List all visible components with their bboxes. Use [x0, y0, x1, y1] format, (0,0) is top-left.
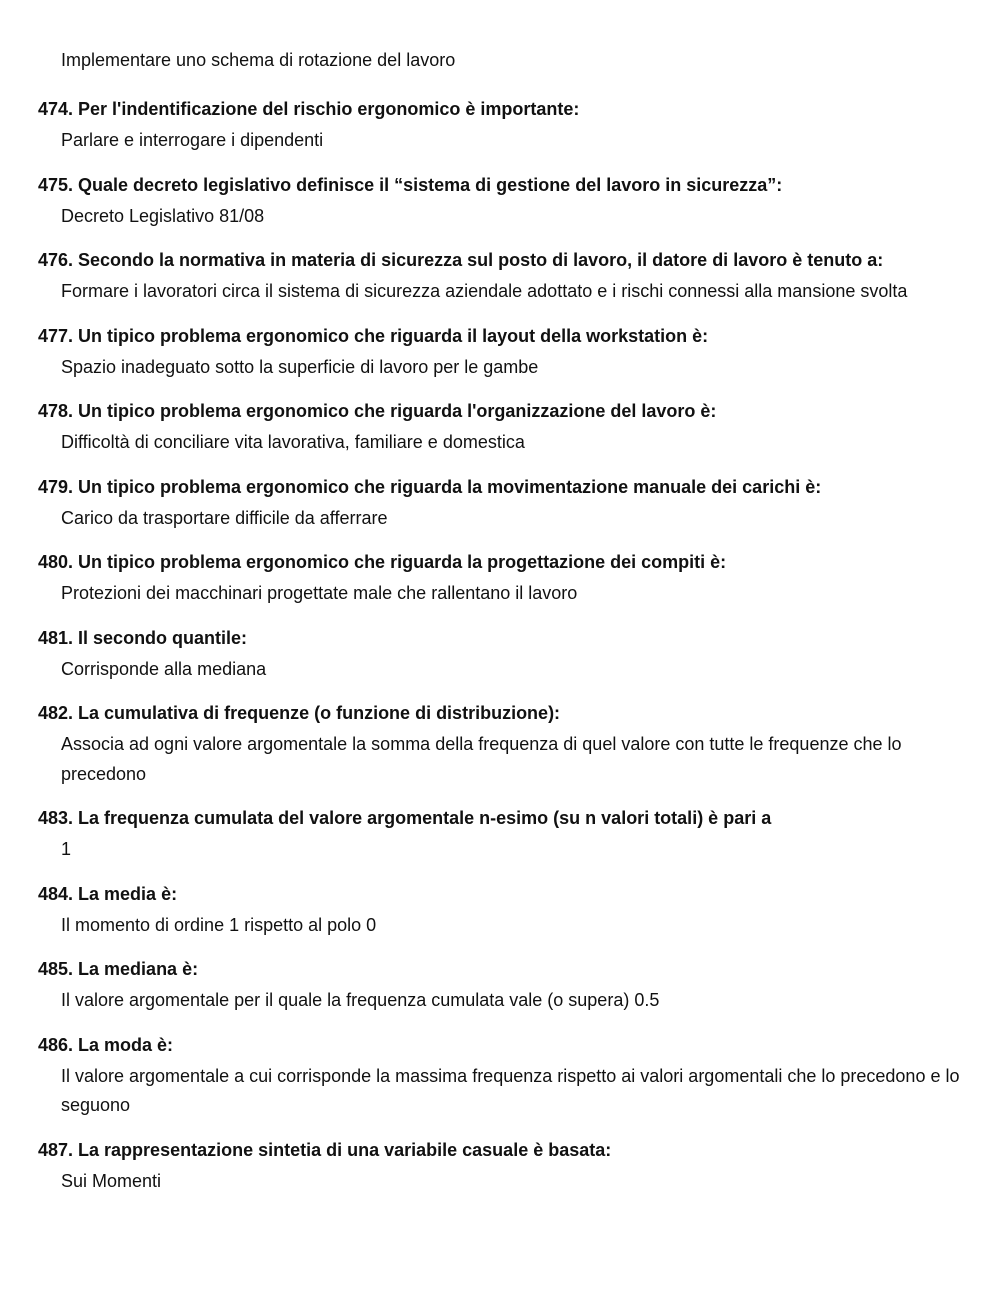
qa-item-479	[38, 475, 968, 534]
answer-475: Decreto Legislativo 81/08	[61, 205, 265, 226]
question-485: 485. La mediana è:	[38, 959, 199, 979]
answer-485: Il valore argomentale per il quale la frequenza cumulata vale (o supera) 0.5	[61, 990, 660, 1010]
answer-482: Associa ad ogni valore argomentale la somma della frequenza di quel valore con tutte le frequenze che lo precedono	[61, 734, 902, 784]
qa-item-482	[38, 701, 968, 789]
answer-481: Corrisponde alla mediana	[61, 658, 267, 679]
question-479: 479. Un tipico problema ergonomico che riguarda la movimentazione manuale dei carichi è:	[38, 476, 822, 497]
qa-item-483	[38, 806, 968, 865]
question-list	[38, 97, 968, 1213]
answer-484: Il momento di ordine 1 rispetto al polo 0	[61, 914, 377, 935]
qa-item-480	[38, 550, 968, 609]
answer-477: Spazio inadeguato sotto la superficie di lavoro per le gambe	[61, 356, 539, 377]
qa-item-476	[38, 248, 968, 307]
answer-474: Parlare e interrogare i dipendenti	[61, 130, 324, 150]
answer-483: 1	[61, 839, 72, 859]
answer-487: Sui Momenti	[61, 1170, 162, 1191]
qa-item-484	[38, 882, 968, 941]
qa-item-486	[38, 1033, 968, 1121]
qa-item-481	[38, 626, 968, 685]
question-484: 484. La media è:	[38, 883, 178, 904]
answer-478: Difficoltà di conciliare vita lavorativa, familiare e domestica	[61, 432, 525, 452]
question-475: 475. Quale decreto legislativo definisce il “sistema di gestione del lavoro in sicurezza”:	[38, 174, 783, 195]
answer-486: Il valore argomentale a cui corrisponde la massima frequenza rispetto ai valori argomentali che lo precedono e lo seguono	[61, 1065, 960, 1115]
question-486: 486. La moda è:	[38, 1034, 174, 1055]
question-478: 478. Un tipico problema ergonomico che riguarda l'organizzazione del lavoro è:	[38, 401, 717, 421]
qa-item-478	[38, 399, 968, 458]
question-476: 476. Secondo la normativa in materia di sicurezza sul posto di lavoro, il datore di lavoro è tenuto a:	[38, 250, 884, 270]
previous-answer: Implementare uno schema di rotazione del lavoro	[61, 50, 456, 70]
answer-476: Formare i lavoratori circa il sistema di sicurezza aziendale adottato e i rischi connessi alla mansione svolta	[61, 281, 908, 301]
question-477: 477. Un tipico problema ergonomico che riguarda il layout della workstation è:	[38, 325, 709, 346]
answer-480: Protezioni dei macchinari progettate male che rallentano il lavoro	[61, 583, 578, 603]
qa-item-487	[38, 1138, 968, 1197]
qa-item-475	[38, 173, 968, 232]
qa-item-477	[38, 324, 968, 383]
question-474: 474. Per l'indentificazione del rischio ergonomico è importante:	[38, 99, 580, 119]
question-487: 487. La rappresentazione sintetia di una variabile casuale è basata:	[38, 1139, 612, 1160]
qa-item-485	[38, 957, 968, 1016]
question-483: 483. La frequenza cumulata del valore argomentale n-esimo (su n valori totali) è pari a	[38, 808, 772, 828]
question-481: 481. Il secondo quantile:	[38, 627, 248, 648]
question-480: 480. Un tipico problema ergonomico che riguarda la progettazione dei compiti è:	[38, 552, 727, 572]
answer-479: Carico da trasportare difficile da afferrare	[61, 507, 388, 528]
qa-item-474	[38, 97, 968, 156]
question-482: 482. La cumulativa di frequenze (o funzione di distribuzione):	[38, 703, 561, 723]
